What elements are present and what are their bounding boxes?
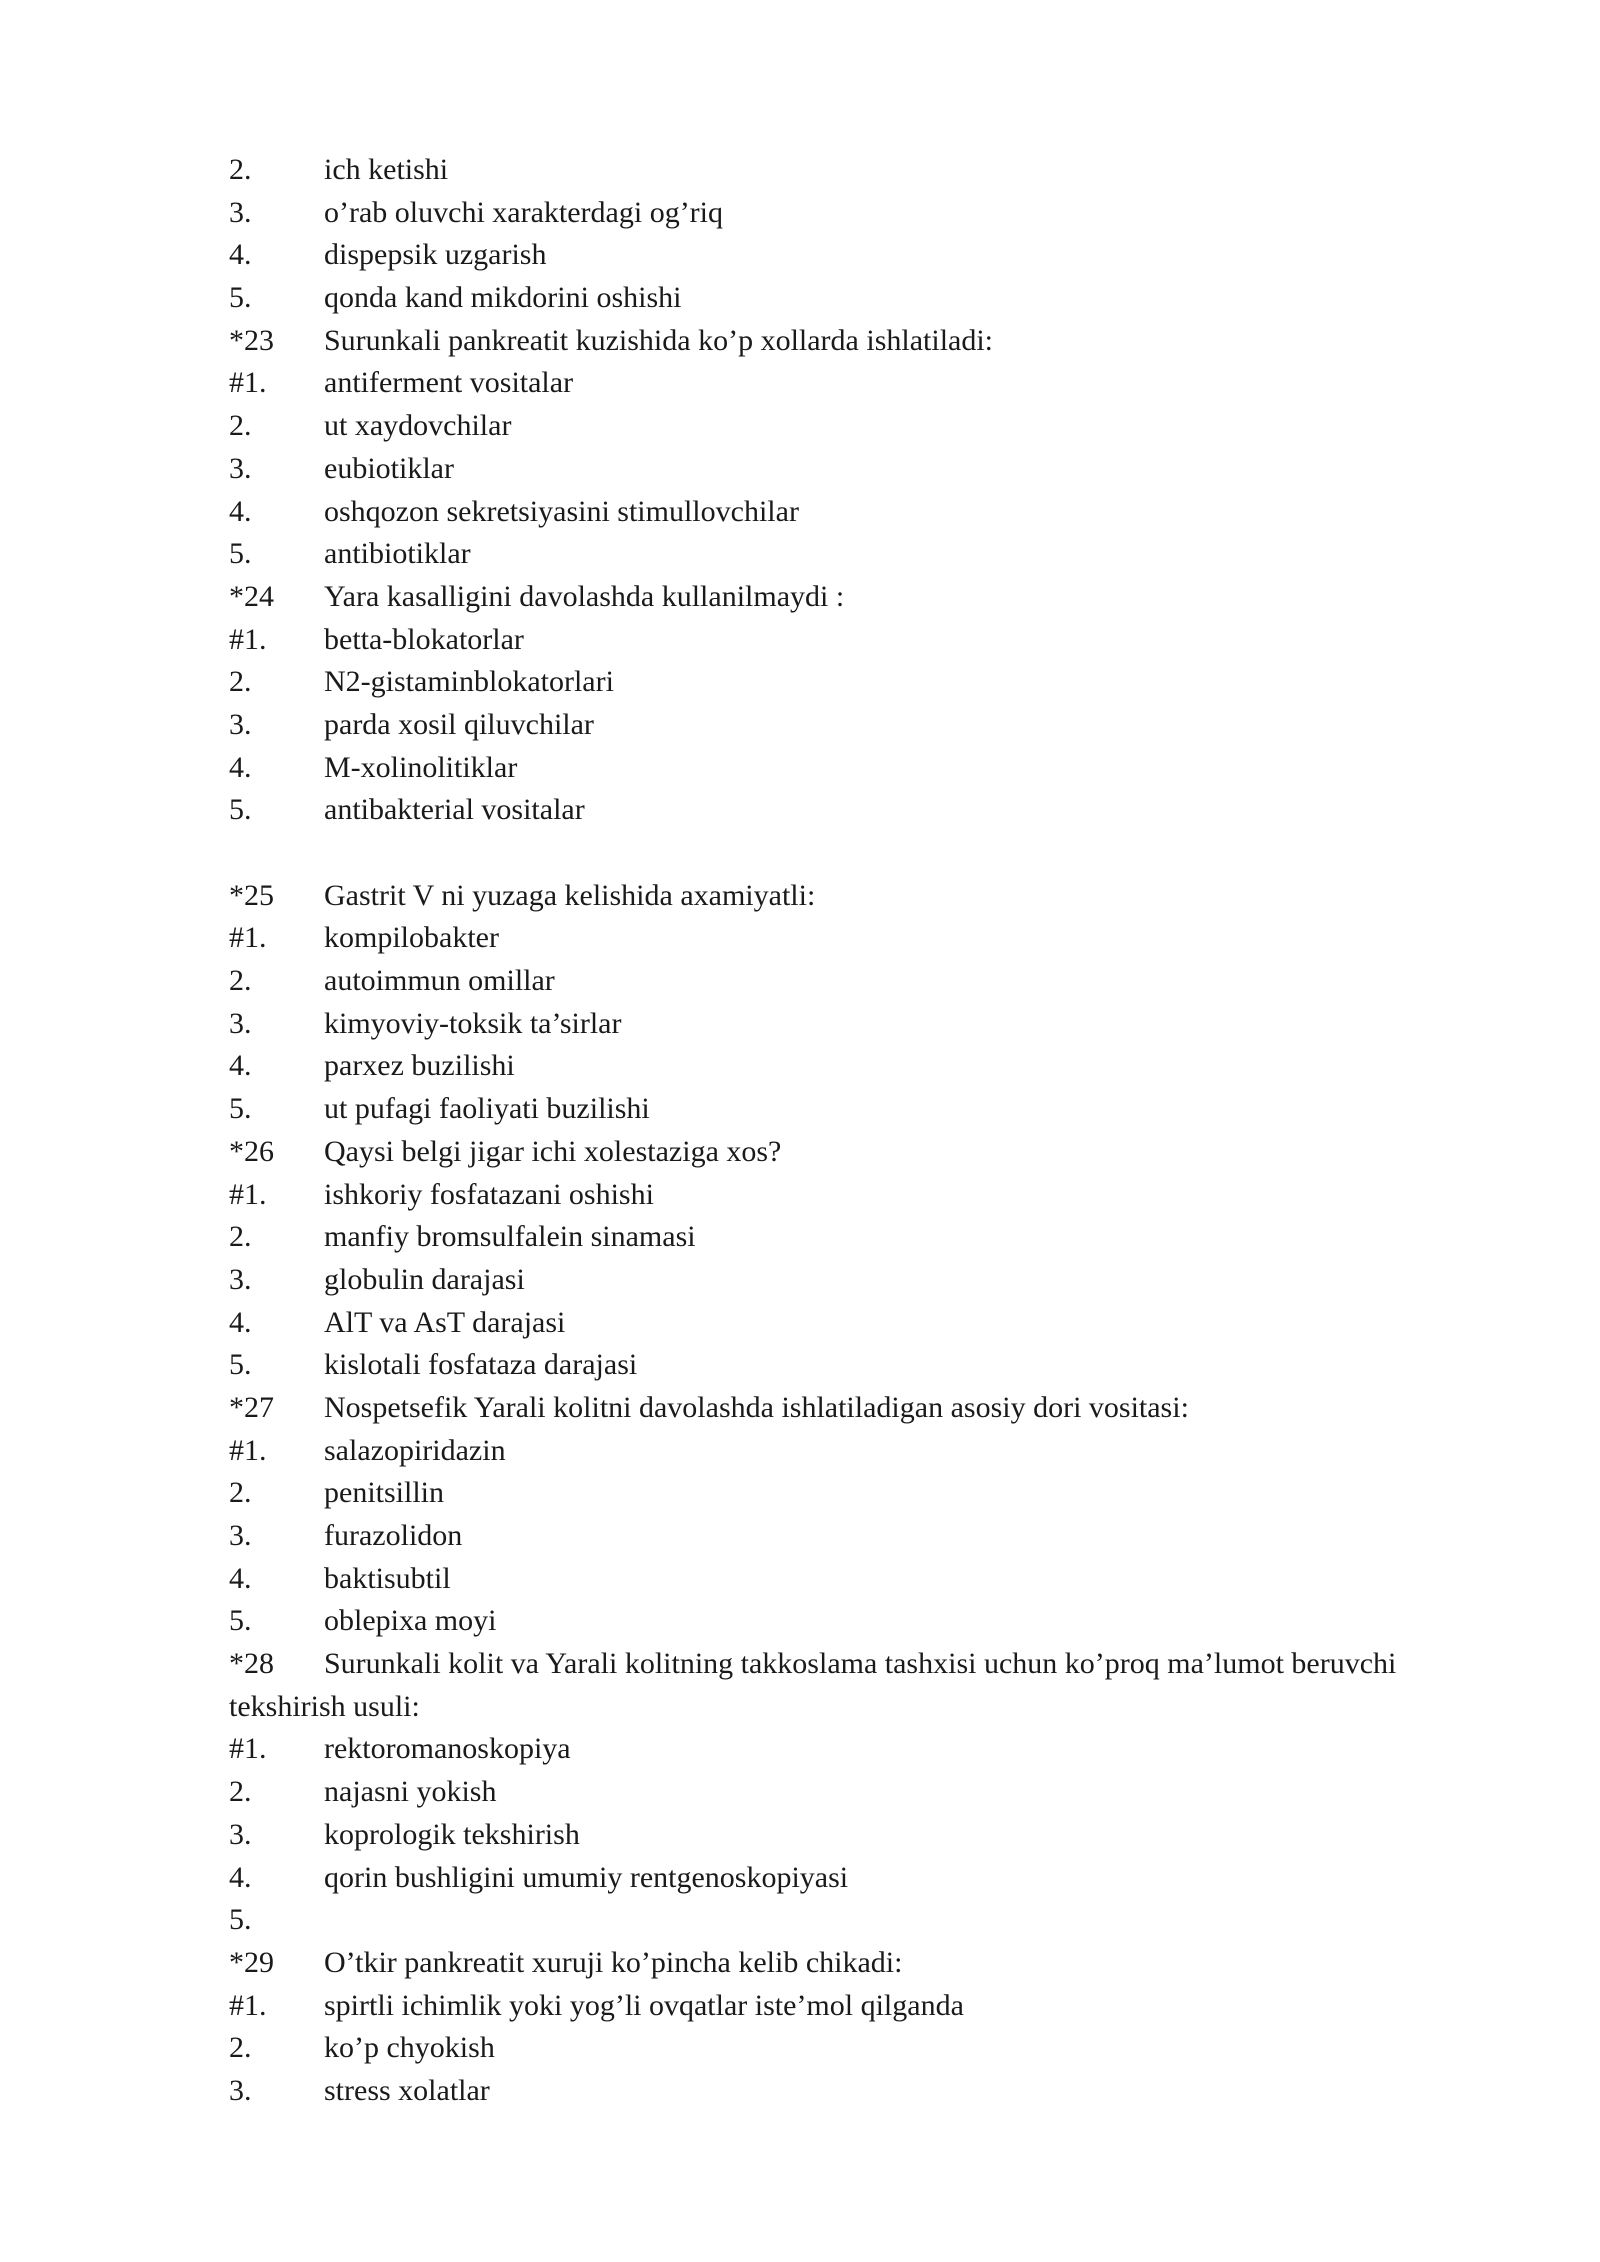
answer-option-line: [229, 2027, 1489, 2070]
option-number: 5.: [229, 1092, 252, 1126]
option-number: 4.: [229, 494, 252, 528]
answer-option-line: [229, 1430, 1489, 1473]
option-number: 3.: [229, 195, 252, 229]
answer-option-line: [229, 1302, 1489, 1345]
option-text: ut xaydovchilar: [324, 409, 512, 443]
answer-option-line: [229, 747, 1489, 790]
option-text: rektoromanoskopiya: [324, 1732, 571, 1766]
option-number: 2.: [229, 2031, 252, 2065]
option-number: 5.: [229, 1903, 252, 1937]
question-text: Surunkali kolit va Yarali kolitning takkoslama tashxisi uchun ko’proq ma’lumot beruvchi tekshirish usuli:: [229, 1647, 1397, 1723]
option-text: antibakterial vositalar: [324, 793, 585, 827]
option-text: antiferment vositalar: [324, 366, 574, 400]
option-number: 4.: [229, 750, 252, 784]
question-line: [229, 320, 1489, 363]
question-line: [229, 1942, 1489, 1985]
option-number: 4.: [229, 1561, 252, 1595]
option-number: #1.: [229, 1732, 267, 1766]
question-text: Surunkali pankreatit kuzishida ko’p xollarda ishlatiladi:: [324, 323, 994, 357]
answer-option-line: [229, 1558, 1489, 1601]
answer-option-line: [229, 1728, 1489, 1771]
option-number: 5.: [229, 281, 252, 315]
option-text: M-xolinolitiklar: [324, 750, 518, 784]
answer-option-line: [229, 2070, 1489, 2113]
option-number: 4.: [229, 1049, 252, 1083]
option-text: kislotali fosfataza darajasi: [324, 1348, 638, 1382]
question-text: Yara kasalligini davolashda kullanilmaydi :: [324, 579, 845, 613]
answer-option-line: [229, 1515, 1489, 1558]
option-number: 2.: [229, 1775, 252, 1809]
question-list: [229, 149, 1489, 2113]
answer-option-line: [229, 1600, 1489, 1643]
answer-option-line: [229, 533, 1489, 576]
option-text: o’rab oluvchi xarakterdagi og’riq: [324, 195, 724, 229]
option-text: qonda kand mikdorini oshishi: [324, 281, 682, 315]
answer-option-line: [229, 1985, 1489, 2028]
question-number: *23: [229, 323, 274, 357]
answer-option-line: [229, 362, 1489, 405]
answer-option-line: [229, 234, 1489, 277]
answer-option-line: [229, 1857, 1489, 1900]
answer-option-line: [229, 1259, 1489, 1302]
question-text: O’tkir pankreatit xuruji ko’pincha kelib chikadi:: [324, 1945, 903, 1979]
answer-option-line: [229, 192, 1489, 235]
option-number: 3.: [229, 707, 252, 741]
option-number: #1.: [229, 622, 267, 656]
option-text: salazopiridazin: [324, 1433, 506, 1467]
option-text: spirtli ichimlik yoki yog’li ovqatlar iste’mol qilganda: [324, 1988, 964, 2022]
option-number: 4.: [229, 238, 252, 272]
option-number: #1.: [229, 1177, 267, 1211]
option-number: #1.: [229, 921, 267, 955]
answer-option-line: [229, 1899, 1489, 1942]
option-text: ut pufagi faoliyati buzilishi: [324, 1092, 650, 1126]
answer-option-line: [229, 448, 1489, 491]
question-number: *24: [229, 579, 274, 613]
answer-option-line: [229, 277, 1489, 320]
option-number: #1.: [229, 1433, 267, 1467]
question-line: [229, 1387, 1489, 1430]
answer-option-line: [229, 789, 1489, 832]
option-number: 5.: [229, 1348, 252, 1382]
question-line: [229, 1643, 1489, 1728]
option-number: 3.: [229, 451, 252, 485]
answer-option-line: [229, 1814, 1489, 1857]
question-number: *27: [229, 1390, 274, 1424]
option-text: parxez buzilishi: [324, 1049, 515, 1083]
blank-line: [229, 832, 1489, 875]
answer-option-line: [229, 1216, 1489, 1259]
option-text: eubiotiklar: [324, 451, 454, 485]
answer-option-line: [229, 704, 1489, 747]
option-text: oshqozon sekretsiyasini stimullovchilar: [324, 494, 799, 528]
answer-option-line: [229, 149, 1489, 192]
option-number: 3.: [229, 1006, 252, 1040]
option-text: stress xolatlar: [324, 2073, 490, 2107]
answer-option-line: [229, 1344, 1489, 1387]
option-text: globulin darajasi: [324, 1262, 525, 1296]
question-line: [229, 875, 1489, 918]
option-number: 2.: [229, 153, 252, 186]
option-text: N2-gistaminblokatorlari: [324, 665, 614, 699]
option-number: #1.: [229, 366, 267, 400]
option-text: furazolidon: [324, 1519, 463, 1552]
option-text: autoimmun omillar: [324, 964, 555, 998]
option-number: #1.: [229, 1988, 267, 2022]
question-number: *29: [229, 1945, 274, 1979]
option-number: 2.: [229, 964, 252, 998]
option-text: AlT va AsT darajasi: [324, 1305, 566, 1339]
answer-option-line: [229, 1088, 1489, 1131]
answer-option-line: [229, 1174, 1489, 1217]
question-text: Qaysi belgi jigar ichi xolestaziga xos?: [324, 1134, 782, 1168]
option-number: 4.: [229, 1860, 252, 1894]
option-number: 2.: [229, 665, 252, 699]
question-number: *25: [229, 878, 274, 912]
option-text: oblepixa moyi: [324, 1604, 497, 1638]
answer-option-line: [229, 1472, 1489, 1515]
option-text: kimyoviy-toksik ta’sirlar: [324, 1006, 622, 1040]
option-text: dispepsik uzgarish: [324, 238, 547, 272]
answer-option-line: [229, 1771, 1489, 1814]
option-number: 3.: [229, 2073, 252, 2107]
option-text: ich ketishi: [324, 153, 449, 186]
answer-option-line: [229, 1045, 1489, 1088]
question-text: Gastrit V ni yuzaga kelishida axamiyatli:: [324, 878, 816, 912]
answer-option-line: [229, 619, 1489, 662]
question-line: [229, 576, 1489, 619]
option-text: najasni yokish: [324, 1775, 497, 1809]
answer-option-line: [229, 1003, 1489, 1046]
option-number: 3.: [229, 1817, 252, 1851]
option-text: [324, 1899, 1489, 1942]
option-number: 5.: [229, 793, 252, 827]
option-text: koprologik tekshirish: [324, 1817, 580, 1851]
option-number: 5.: [229, 537, 252, 571]
answer-option-line: [229, 661, 1489, 704]
question-line: [229, 1131, 1489, 1174]
option-number: 4.: [229, 1305, 252, 1339]
answer-option-line: [229, 405, 1489, 448]
option-text: baktisubtil: [324, 1561, 451, 1595]
question-number: *26: [229, 1134, 274, 1168]
option-text: antibiotiklar: [324, 537, 471, 571]
option-text: parda xosil qiluvchilar: [324, 707, 594, 741]
option-number: 2.: [229, 1220, 252, 1254]
option-text: manfiy bromsulfalein sinamasi: [324, 1220, 696, 1254]
question-number: *28: [229, 1647, 274, 1681]
option-text: betta-blokatorlar: [324, 622, 524, 656]
option-text: ishkoriy fosfatazani oshishi: [324, 1177, 654, 1211]
option-number: 3.: [229, 1262, 252, 1296]
option-text: qorin bushligini umumiy rentgenoskopiyasi: [324, 1860, 849, 1894]
answer-option-line: [229, 960, 1489, 1003]
question-text: Nospetsefik Yarali kolitni davolashda ishlatiladigan asosiy dori vositasi:: [324, 1390, 1189, 1424]
option-number: 5.: [229, 1604, 252, 1638]
option-number: 3.: [229, 1519, 252, 1552]
answer-option-line: [229, 917, 1489, 960]
option-number: 2.: [229, 1476, 252, 1510]
answer-option-line: [229, 491, 1489, 534]
option-number: 2.: [229, 409, 252, 443]
option-text: ko’p chyokish: [324, 2031, 495, 2065]
option-text: kompilobakter: [324, 921, 499, 955]
option-text: penitsillin: [324, 1476, 444, 1510]
